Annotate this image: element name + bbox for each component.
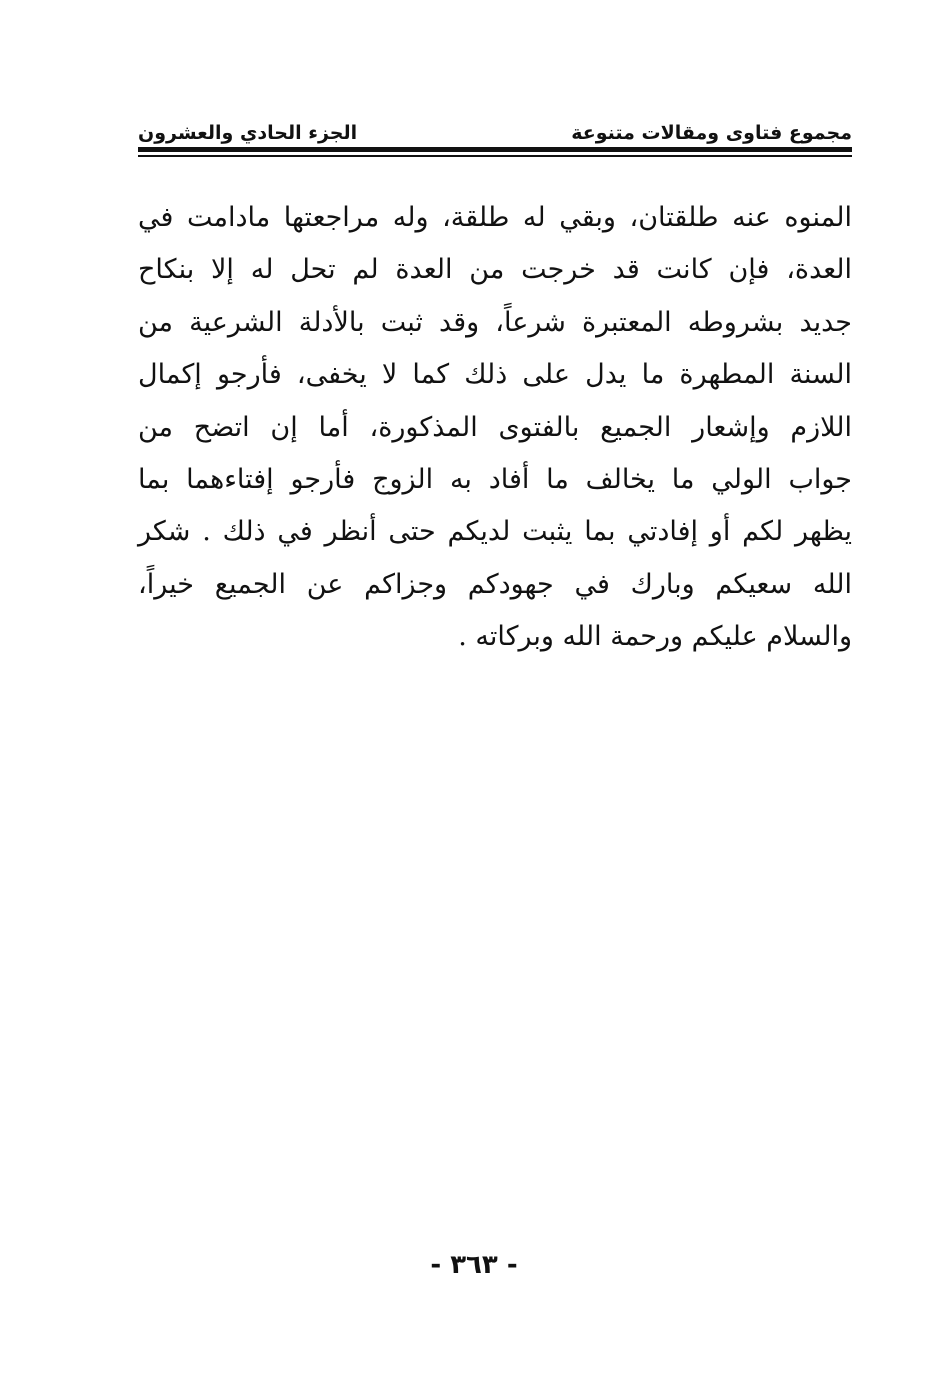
text-line: الله سعيكم وبارك في جهودكم وجزاكم عن الجميع خيراً،	[138, 568, 852, 600]
header-rule-thick	[138, 147, 852, 152]
text-line: جواب الولي ما يخالف ما أفاد به الزوج فأرجو إفتاءهما بما	[138, 463, 852, 495]
text-line: العدة، فإن كانت قد خرجت من العدة لم تحل له إلا بنكاح	[138, 254, 852, 286]
text-line: المنوه عنه طلقتان، وبقي له طلقة، وله مراجعتها مادامت في	[138, 202, 852, 233]
text-line: السنة المطهرة ما يدل على ذلك كما لا يخفى، فأرجو إكمال	[138, 359, 852, 391]
running-header	[138, 104, 852, 144]
text-line: اللازم وإشعار الجميع بالفتوى المذكورة، أما إن اتضح من	[138, 411, 852, 443]
text-line: والسلام عليكم ورحمة الله وبركاته .	[458, 621, 852, 653]
text-line: جديد بشروطه المعتبرة شرعاً، وقد ثبت بالأدلة الشرعية من	[138, 306, 852, 338]
page-number: - ٣٦٣ -	[430, 1250, 518, 1280]
header-rule-thin	[138, 155, 852, 157]
book-title: مجموع فتاوى ومقالات متنوعة	[571, 122, 852, 144]
volume-label: الجزء الحادي والعشرون	[138, 122, 358, 144]
body-text	[138, 192, 852, 664]
text-line: يظهر لكم أو إفادتي بما يثبت لديكم حتى أنظر في ذلك . شكر	[138, 516, 852, 548]
